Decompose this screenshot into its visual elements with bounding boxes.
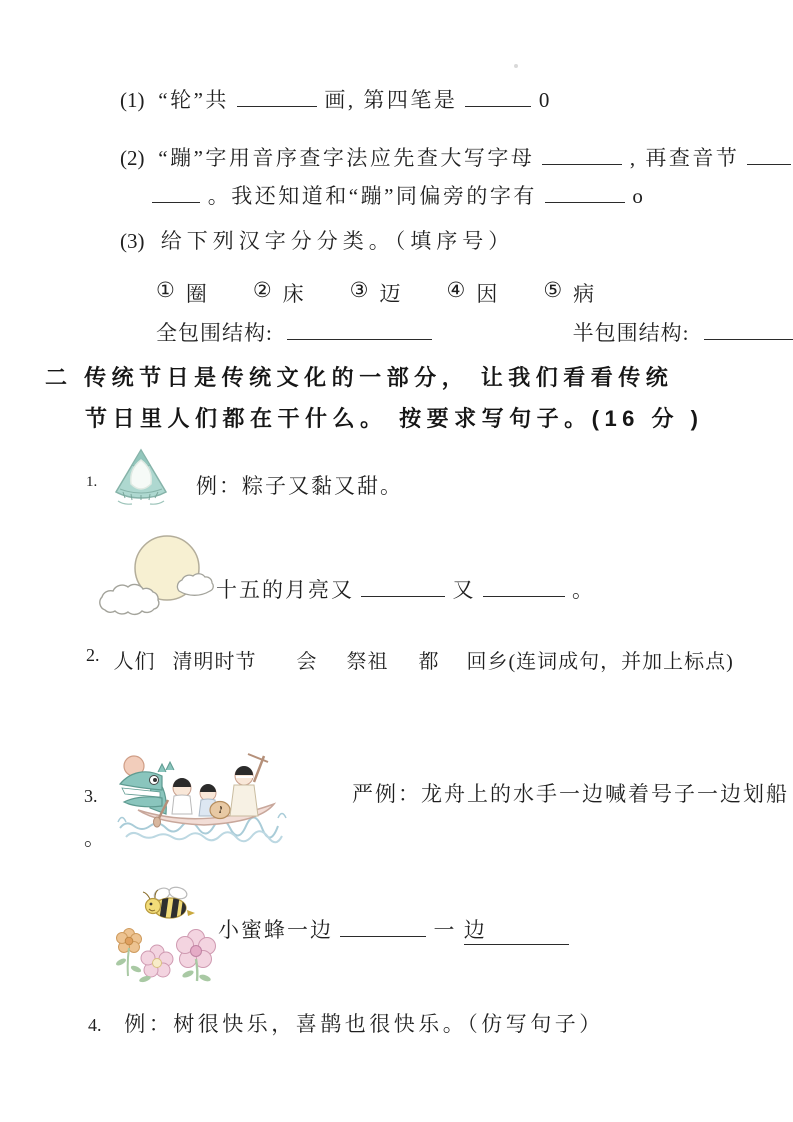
question-2-text-post: 。我还知道和“蹦”同偏旁的字有 xyxy=(207,184,537,208)
option-4-number: ④ xyxy=(446,278,466,302)
question-3-line xyxy=(120,225,514,255)
question-1-number: (1) xyxy=(120,88,145,112)
item-4-number: 4. xyxy=(88,1015,102,1035)
question-2-text-mid: , 再查音节 xyxy=(629,146,740,170)
bee-stinger xyxy=(187,910,195,916)
item-2-word-3: 会 xyxy=(296,651,318,673)
moon-text-pre: 十五的月亮又 xyxy=(216,578,354,602)
cloud-left xyxy=(100,584,159,614)
option-2-char: 床 xyxy=(282,282,304,306)
section-2-heading-line-2: 节日里人们都在干什么。 按要求写句子。(16 分 ) xyxy=(85,406,704,431)
moon-sentence xyxy=(216,574,595,604)
item-2-word-6: 回乡(连词成句，并加上标点) xyxy=(466,651,734,673)
item-2-word-5: 都 xyxy=(418,651,440,673)
item-2-word-4: 祭祖 xyxy=(346,651,389,673)
child-1-hair xyxy=(173,778,191,787)
bee-text-mid2: 边 xyxy=(463,918,487,942)
bee-eye xyxy=(150,903,153,906)
child-2-hair xyxy=(200,784,216,792)
item-2-word-2: 清明时节 xyxy=(172,651,257,673)
option-item-2 xyxy=(253,278,304,308)
half-enclosure-blank xyxy=(704,319,793,340)
bee-sentence xyxy=(218,914,569,945)
bee-text-pre: 小蜜蜂一边 xyxy=(218,918,333,942)
question-1-blank-fourth-stroke xyxy=(465,86,531,107)
scan-artifact-dot xyxy=(514,64,518,68)
moon-text-mid: 又 xyxy=(452,578,476,602)
paddle-3-top xyxy=(248,754,268,762)
option-4-char: 因 xyxy=(476,282,498,306)
option-3-number: ③ xyxy=(349,278,369,302)
option-5-number: ⑤ xyxy=(543,278,563,302)
bee-flowers-image xyxy=(112,886,216,986)
full-enclosure-blank xyxy=(287,319,432,340)
half-enclosure-label: 半包围结构: xyxy=(572,321,690,345)
moon-blank-1 xyxy=(361,576,445,597)
flower-pink-right xyxy=(177,930,216,983)
section-2-heading-line-1: 二 传统节日是传统文化的一部分， 让我们看看传统 xyxy=(45,365,674,390)
child-3-hair xyxy=(235,766,253,775)
paddle-1-blade xyxy=(154,817,161,827)
flower-pink-middle xyxy=(138,945,173,983)
question-2-line-1 xyxy=(120,142,791,172)
child-1-body xyxy=(172,795,192,814)
zongzi-bottom-edge xyxy=(118,501,164,504)
dragon-crest xyxy=(158,762,174,772)
question-2-blank-same-radical xyxy=(545,182,625,203)
option-item-4 xyxy=(446,278,497,308)
moon-image xyxy=(95,535,215,615)
question-3-options-row xyxy=(156,278,594,308)
item-2-line xyxy=(86,645,734,674)
question-1-trailing-char: 0 xyxy=(538,88,550,112)
moon-blank-2 xyxy=(483,576,565,597)
item-4-text: 例：树很快乐，喜鹊也很快乐。（仿写句子） xyxy=(124,1012,604,1036)
dragon-boat-image xyxy=(116,748,288,844)
bee-text-mid: 一 xyxy=(433,918,457,942)
question-2-blank-capital-letter xyxy=(542,144,622,165)
question-2-blank-syllable-start xyxy=(747,144,791,165)
question-3-number: (3) xyxy=(120,229,145,253)
moon-text-end: 。 xyxy=(572,578,595,602)
bee-blank-2 xyxy=(487,936,569,937)
item-2-word-1: 人们 xyxy=(113,651,156,673)
bee-blank-1 xyxy=(340,916,426,937)
item-2-number: 2. xyxy=(86,645,100,665)
question-3-answer-row xyxy=(156,317,793,347)
item-4-line xyxy=(88,1008,604,1038)
question-2-line-2 xyxy=(152,180,649,210)
full-enclosure-label: 全包围结构: xyxy=(156,321,273,345)
bee-underlined-segment xyxy=(464,914,569,945)
question-1-blank-stroke-count xyxy=(237,86,317,107)
item-3-example: 严例：龙舟上的水手一边喊着号子一边划船 xyxy=(352,782,789,806)
question-1-line xyxy=(120,84,555,114)
item-3-number: 3. xyxy=(84,786,98,806)
question-2-blank-syllable-end xyxy=(152,182,200,203)
item-1-number: 1. xyxy=(86,474,98,490)
zongzi-image xyxy=(112,447,170,513)
item-1-example: 例：粽子又黏又甜。 xyxy=(196,474,403,498)
child-3-body xyxy=(230,785,258,816)
option-3-char: 迈 xyxy=(379,282,401,306)
question-1-text-pre: “轮”共 xyxy=(158,88,229,112)
question-1-text-mid: 画, 第四笔是 xyxy=(324,88,458,112)
flower-orange xyxy=(115,929,142,977)
question-2-text-pre: “蹦”字用音序查字法应先查大写字母 xyxy=(158,146,535,170)
option-item-5 xyxy=(543,278,594,308)
item-3-example-period: 。 xyxy=(84,826,107,850)
option-5-char: 病 xyxy=(573,282,595,306)
question-2-trailing-char: o xyxy=(632,184,643,208)
option-2-number: ② xyxy=(252,278,272,302)
option-item-1 xyxy=(156,278,207,308)
dragon-pupil xyxy=(153,778,157,782)
question-3-title: 给下列汉字分分类。（填序号） xyxy=(160,229,515,253)
option-item-3 xyxy=(350,278,401,308)
question-2-number: (2) xyxy=(120,146,145,170)
option-1-char: 圈 xyxy=(185,282,207,306)
dragon-lower-jaw xyxy=(124,797,162,807)
option-1-number: ① xyxy=(156,278,175,302)
